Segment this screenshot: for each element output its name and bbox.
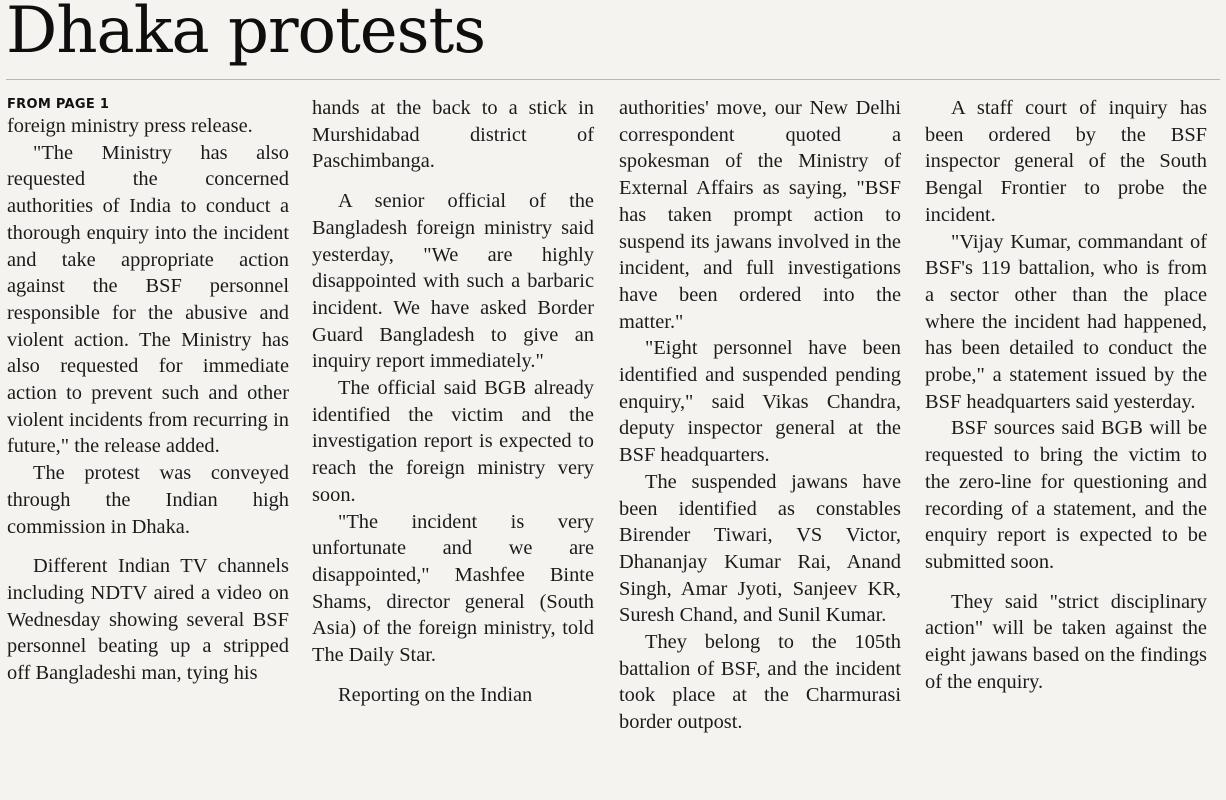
- paragraph: foreign ministry press release.: [7, 115, 253, 137]
- column-3: [619, 95, 901, 736]
- paragraph: "Vijay Kumar, commandant of BSF's 119 battalion, who is from a sector other than the place where the incident had happened, has been detailed to conduct the probe," a statement issued by the BSF headquarters said yesterday.: [925, 230, 1207, 413]
- paragraph: "The Ministry has also requested the concerned authorities of India to conduct a thorough enquiry into the incident and take appropriate action against the BSF personnel responsible for the abusive and violent action. The Ministry has also requested for immediate action to prevent such and other violent incidents from recurring in future," the release added.: [7, 141, 289, 458]
- paragraph: The suspended jawans have been identified as constables Birender Tiwari, VS Victor, Dhananjay Kumar Rai, Anand Singh, Amar Jyoti, Sanjeev KR, Suresh Chand, and Sunil Kumar.: [619, 470, 901, 627]
- paragraph: BSF sources said BGB will be requested to bring the victim to the zero-line for questioning and recording of a statement, and the enquiry report is expected to be submitted soon.: [925, 417, 1207, 573]
- paragraph: Reporting on the Indian: [338, 683, 533, 706]
- headline-rule: [6, 79, 1220, 80]
- paragraph: Different Indian TV channels including NDTV aired a video on Wednesday showing several BSF personnel beating up a stripped off Bangladeshi man, tying his: [7, 555, 289, 685]
- paragraph: hands at the back to a stick in Murshidabad district of Paschimbanga.: [312, 97, 594, 173]
- paragraph: The official said BGB already identified the victim and the investigation report is expected to reach the foreign ministry very soon.: [312, 377, 594, 506]
- paragraph: A senior official of the Bangladesh foreign ministry said yesterday, "We are highly disappointed with such a barbaric incident. We have asked Border Guard Bangladesh to give an inquiry report immediately.": [312, 190, 594, 373]
- paragraph: A staff court of inquiry has been ordered by the BSF inspector general of the South Bengal Frontier to probe the incident.: [925, 97, 1207, 226]
- paragraph: authorities' move, our New Delhi correspondent quoted a spokesman of the Ministry of External Affairs as saying, "BSF has taken prompt action to suspend its jawans involved in the incident, and full investigations have been ordered into the matter.": [619, 97, 901, 333]
- paragraph: They said "strict disciplinary action" will be taken against the eight jawans based on the findings of the enquiry.: [925, 590, 1207, 693]
- column-1: [7, 97, 289, 687]
- paragraph: "Eight personnel have been identified and suspended pending enquiry," said Vikas Chandra, deputy inspector general at the BSF headquarters.: [619, 337, 901, 467]
- headline: Dhaka protests: [6, 0, 486, 68]
- paragraph: "The incident is very unfortunate and we are disappointed," Mashfee Binte Shams, director general (South Asia) of the foreign ministry, told The Daily Star.: [312, 510, 594, 667]
- paragraph: They belong to the 105th battalion of BSF, and the incident took place at the Charmurasi border outpost.: [619, 631, 901, 734]
- kicker-from-page-1: FROM PAGE 1: [7, 97, 110, 112]
- column-2: [312, 95, 594, 708]
- paragraph: The protest was conveyed through the Indian high commission in Dhaka.: [7, 462, 289, 538]
- column-4: [925, 95, 1207, 695]
